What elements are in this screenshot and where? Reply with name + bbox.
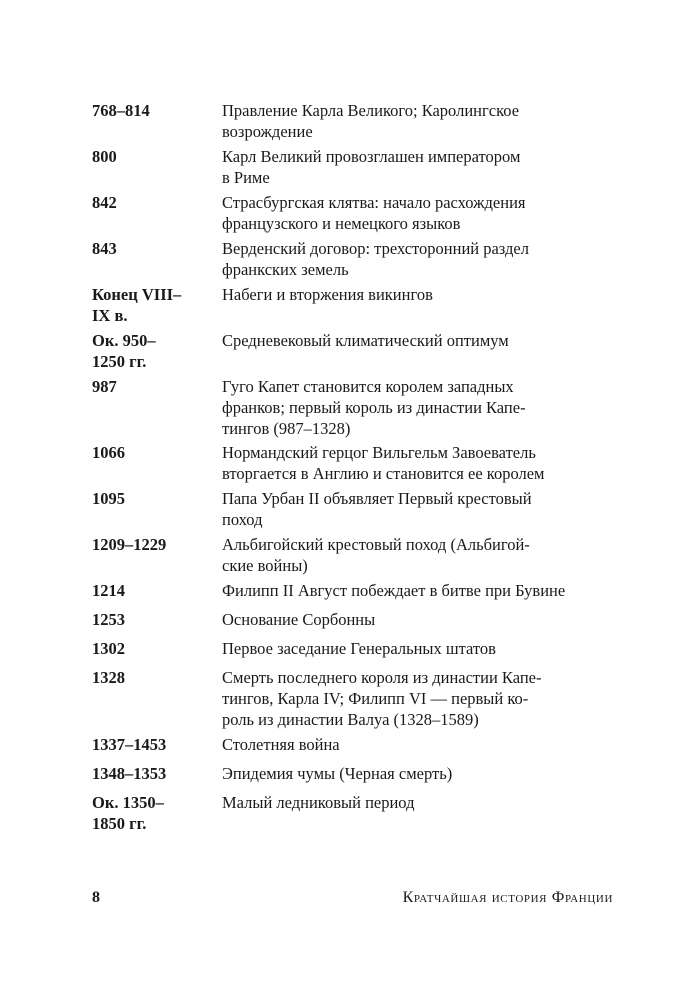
timeline-event: Первое заседание Генеральных штатов [222, 639, 496, 658]
timeline-row [92, 100, 582, 142]
page-number: 8 [92, 889, 100, 906]
timeline-event: Альбигойский крестовый поход (Альбигой- ские войны) [222, 535, 530, 575]
timeline-date: 843 [92, 239, 117, 258]
timeline-date: Конец VIII– IX в. [92, 285, 182, 325]
timeline-row [92, 146, 582, 188]
timeline-event: Гуго Капет становится королем западных франков; первый король из династии Капе- тингов (987–1328) [222, 377, 526, 438]
timeline-event: Папа Урбан II объявляет Первый крестовый поход [222, 489, 532, 529]
timeline-event: Филипп II Август побеждает в битве при Бувине [222, 581, 566, 600]
timeline-date: 768–814 [92, 101, 150, 120]
timeline-date: Ок. 1350– 1850 гг. [92, 793, 164, 833]
timeline-event: Основание Сорбонны [222, 610, 376, 629]
timeline-date: 1253 [92, 610, 125, 629]
page-footer [92, 889, 613, 911]
timeline-date: 1328 [92, 668, 125, 687]
timeline-event: Страсбургская клятва: начало расхождения французского и немецкого языков [222, 193, 526, 233]
timeline-date: 800 [92, 147, 117, 166]
timeline-row [92, 638, 582, 659]
timeline-date: 1066 [92, 443, 125, 462]
timeline-date: 1302 [92, 639, 125, 658]
timeline-row [92, 792, 582, 834]
timeline-date: 1095 [92, 489, 125, 508]
timeline-event: Верденский договор: трехсторонний раздел франкских земель [222, 239, 529, 279]
timeline-row [92, 330, 582, 372]
timeline-event: Нормандский герцог Вильгельм Завоеватель вторгается в Англию и становится ее королем [222, 443, 545, 483]
timeline-date: 842 [92, 193, 117, 212]
timeline-event: Столетняя война [222, 735, 340, 754]
timeline-date: Ок. 950– 1250 гг. [92, 331, 156, 371]
timeline-date: 987 [92, 377, 117, 396]
timeline-date: 1209–1229 [92, 535, 167, 554]
timeline-event: Эпидемия чумы (Черная смерть) [222, 764, 453, 783]
timeline-event: Смерть последнего короля из династии Капе- тингов, Карла IV; Филипп VI — первый ко- роль из династии Валуа (1328–1589) [222, 668, 542, 729]
timeline-row [92, 238, 582, 280]
timeline-row [92, 488, 582, 530]
timeline-row [92, 376, 582, 439]
timeline-row [92, 284, 582, 326]
timeline-event: Набеги и вторжения викингов [222, 285, 433, 304]
timeline-row [92, 580, 582, 601]
timeline-row [92, 192, 582, 234]
timeline-date: 1214 [92, 581, 125, 600]
timeline-date: 1348–1353 [92, 764, 167, 783]
timeline-event: Малый ледниковый период [222, 793, 415, 812]
timeline-event: Средневековый климатический оптимум [222, 331, 509, 350]
timeline-event: Карл Великий провозглашен императором в Риме [222, 147, 521, 187]
timeline-row [92, 534, 582, 576]
timeline-date: 1337–1453 [92, 735, 167, 754]
timeline-row [92, 734, 582, 755]
timeline-event: Правление Карла Великого; Каролингское возрождение [222, 101, 520, 141]
timeline-row [92, 667, 582, 730]
chronology-table [92, 100, 582, 834]
timeline-row [92, 609, 582, 630]
timeline-row [92, 763, 582, 784]
timeline-row [92, 442, 582, 484]
running-title: Кратчайшая история Франции [402, 889, 613, 906]
